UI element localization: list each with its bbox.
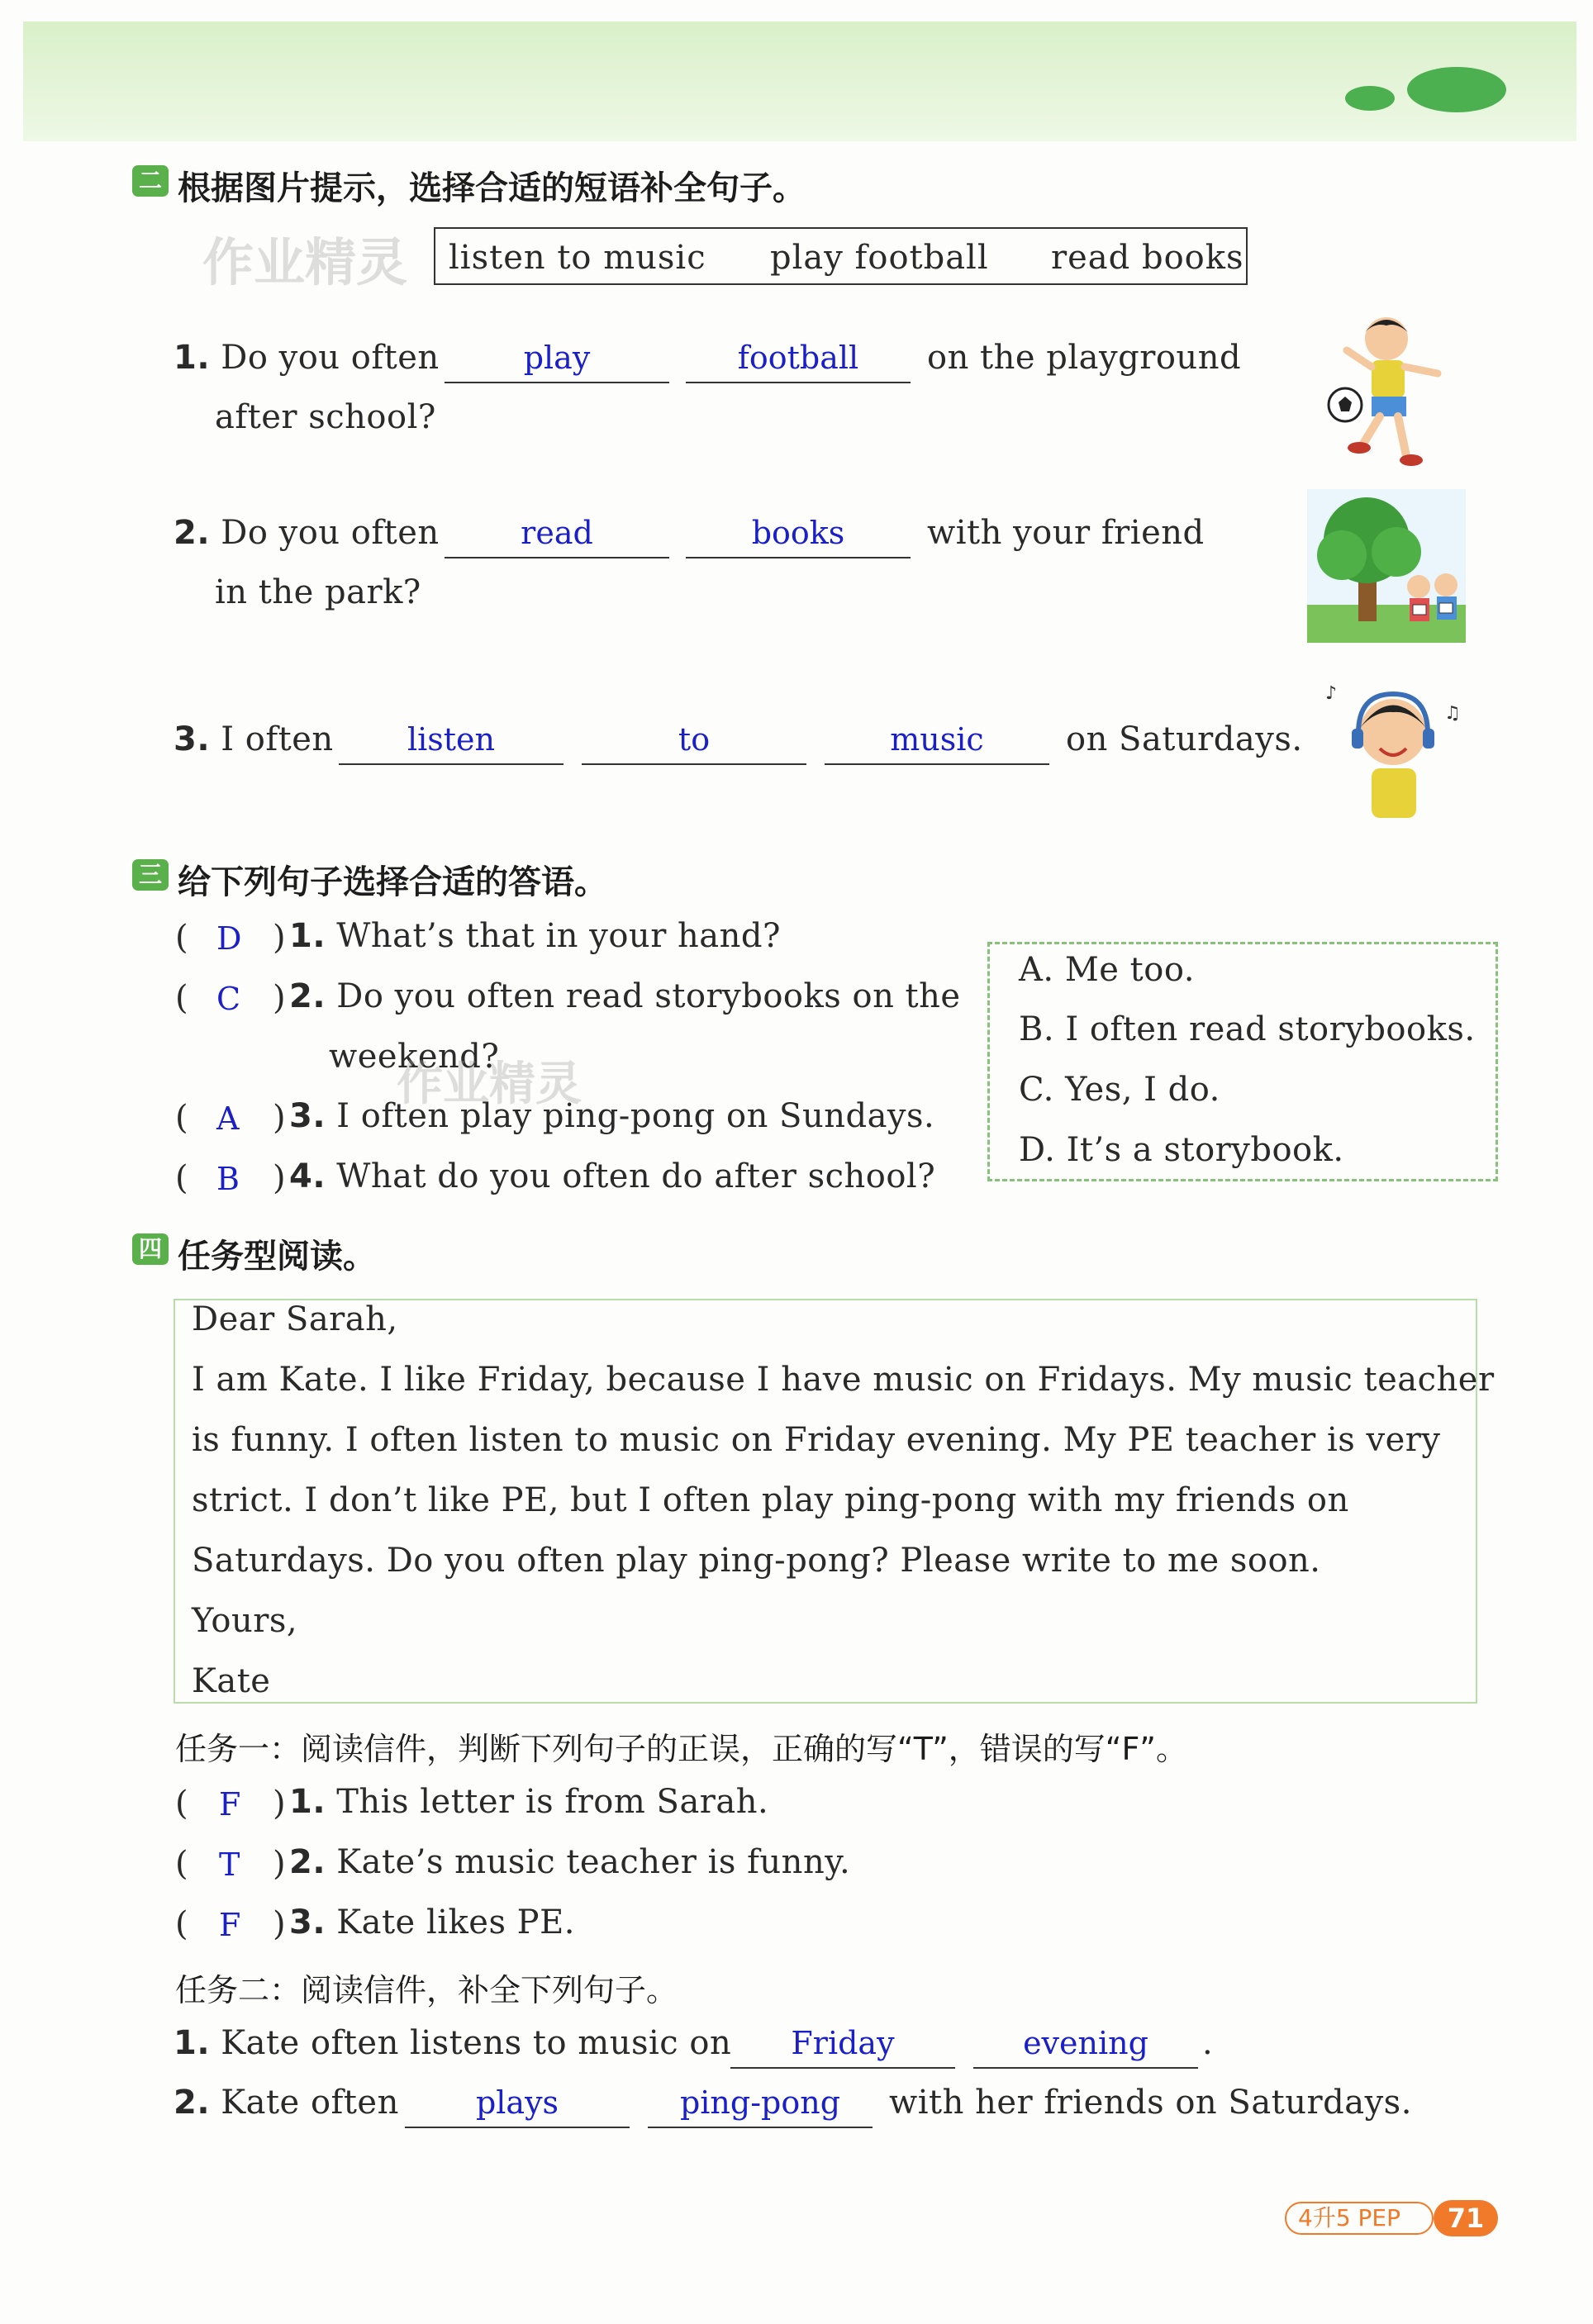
task-instruction: 任务二：阅读信件，补全下列句子。 (175, 1972, 678, 2008)
bracket-open: ( (175, 1785, 188, 1823)
question-number: 1. (174, 339, 211, 377)
question-number: 3. (289, 1903, 326, 1941)
answer-option: D. It’s a storybook. (1019, 1131, 1344, 1169)
section-badge: 四 (132, 1233, 169, 1265)
boy-headphones-illustration (1320, 682, 1469, 821)
bracket-open: ( (175, 919, 188, 957)
question-number: 1. (289, 917, 326, 955)
section-badge: 三 (132, 859, 169, 891)
section-badge: 二 (132, 165, 169, 197)
cloud-icon (1345, 86, 1395, 111)
question-text: on Saturdays. (1066, 720, 1303, 758)
answer-blank[interactable]: books (686, 514, 911, 558)
answer-letter[interactable]: B (216, 1161, 240, 1197)
question-text: What do you often do after school? (336, 1157, 936, 1195)
letter-line: Dear Sarah, (192, 1300, 398, 1338)
question-line (289, 1903, 575, 1941)
reading-letter-box (174, 1299, 1495, 1704)
answer-option: C. Yes, I do. (1019, 1071, 1220, 1109)
question-text: What’s that in your hand? (336, 917, 781, 955)
question-number: 4. (289, 1157, 326, 1195)
task-instruction: 任务一：阅读信件，判断下列句子的正误，正确的写“T”，错误的写“F”。 (175, 1731, 1187, 1767)
answer-blank[interactable]: to (582, 720, 806, 765)
bracket-close: ) (273, 1099, 286, 1137)
question-text: Kate often (221, 2084, 399, 2122)
question-text: weekend? (329, 1038, 500, 1076)
letter-line: Saturdays. Do you often play ping-pong? Please write to me soon. (192, 1542, 1321, 1580)
park-reading-illustration (1307, 489, 1466, 643)
question-line (289, 977, 961, 1015)
question-line (174, 720, 334, 758)
question-text: after school? (215, 398, 436, 436)
question-text: with her friends on Saturdays. (889, 2084, 1412, 2122)
answer-blank[interactable]: football (686, 339, 911, 383)
letter-line: is funny. I often listen to music on Friday evening. My PE teacher is very (192, 1421, 1441, 1459)
page-number: 71 (1434, 2200, 1498, 2236)
header-banner (23, 21, 1576, 141)
question-number: 1. (289, 1783, 326, 1821)
word-bank-item: read books (1051, 239, 1244, 277)
question-number: 1. (174, 2024, 211, 2062)
question-text: Kate often listens to music on (221, 2024, 732, 2062)
question-text: I often (221, 720, 334, 758)
answer-letter[interactable]: T (219, 1846, 240, 1883)
question-text: Kate’s music teacher is funny. (336, 1843, 851, 1881)
svg-text:♫: ♫ (1444, 703, 1461, 724)
answer-letter[interactable]: F (219, 1786, 241, 1823)
svg-text:♪: ♪ (1325, 683, 1338, 704)
bracket-open: ( (175, 979, 188, 1017)
bracket-open: ( (175, 1099, 188, 1137)
bracket-close: ) (273, 1845, 286, 1883)
answer-blank[interactable]: ping-pong (648, 2084, 873, 2128)
bracket-close: ) (273, 1159, 286, 1197)
question-line (289, 1843, 850, 1881)
answer-letter[interactable]: D (216, 920, 242, 957)
question-text: in the park? (215, 573, 421, 611)
bracket-open: ( (175, 1159, 188, 1197)
question-number: 3. (174, 720, 211, 758)
answer-blank[interactable]: Friday (730, 2024, 955, 2069)
question-text: Kate likes PE. (336, 1903, 576, 1941)
bracket-close: ) (273, 919, 286, 957)
bracket-close: ) (273, 1905, 286, 1943)
answer-blank[interactable]: play (445, 339, 669, 383)
letter-line: strict. I don’t like PE, but I often play ping-pong with my friends on (192, 1481, 1349, 1519)
letter-line: I am Kate. I like Friday, because I have music on Fridays. My music teacher (192, 1361, 1495, 1399)
question-text: . (1202, 2024, 1214, 2062)
question-line (174, 2084, 399, 2122)
question-line (289, 917, 781, 955)
question-text: with your friend (927, 514, 1205, 552)
question-text: Do you often (221, 514, 440, 552)
question-line (289, 1157, 935, 1195)
watermark: 作业精灵 (202, 232, 408, 292)
question-number: 2. (289, 1843, 326, 1881)
answer-blank[interactable]: read (445, 514, 669, 558)
answer-letter[interactable]: F (219, 1907, 241, 1943)
question-number: 2. (289, 977, 326, 1015)
question-line (289, 1097, 934, 1135)
question-line (174, 339, 440, 377)
letter-line: Kate (192, 1662, 271, 1700)
letter-line: Yours, (192, 1602, 298, 1640)
bracket-open: ( (175, 1845, 188, 1883)
question-text: on the playground (927, 339, 1242, 377)
section-title: 根据图片提示，选择合适的短语补全句子。 (178, 169, 806, 207)
cloud-icon (1407, 67, 1506, 112)
word-bank-item: play football (770, 239, 989, 277)
question-number: 2. (174, 514, 211, 552)
section-title: 给下列句子选择合适的答语。 (178, 863, 607, 901)
word-bank (434, 227, 1248, 285)
question-line (289, 1783, 768, 1821)
answer-option: B. I often read storybooks. (1019, 1010, 1476, 1048)
question-line (174, 2024, 731, 2062)
book-level-tag: 4升5 PEP (1285, 2202, 1434, 2235)
section-title: 任务型阅读。 (178, 1238, 376, 1276)
bracket-close: ) (273, 1785, 286, 1823)
question-text: I often play ping-pong on Sundays. (336, 1097, 935, 1135)
bracket-open: ( (175, 1905, 188, 1943)
answer-blank[interactable]: evening (973, 2024, 1198, 2069)
answer-letter[interactable]: C (216, 981, 241, 1017)
question-text: Do you often (221, 339, 440, 377)
answer-letter[interactable]: A (216, 1100, 240, 1137)
answer-options-box (987, 942, 1498, 1181)
question-line (174, 514, 440, 552)
watermark: 作业精灵 (397, 1057, 582, 1111)
answer-blank[interactable]: plays (405, 2084, 630, 2128)
question-text: This letter is from Sarah. (336, 1783, 769, 1821)
question-number: 2. (174, 2084, 211, 2122)
answer-blank[interactable]: listen (339, 720, 563, 765)
boy-football-illustration (1314, 307, 1454, 473)
word-bank-item: listen to music (449, 239, 706, 277)
bracket-close: ) (273, 979, 286, 1017)
answer-option: A. Me too. (1019, 951, 1195, 989)
question-text: Do you often read storybooks on the (336, 977, 961, 1015)
answer-blank[interactable]: music (825, 720, 1049, 765)
question-number: 3. (289, 1097, 326, 1135)
